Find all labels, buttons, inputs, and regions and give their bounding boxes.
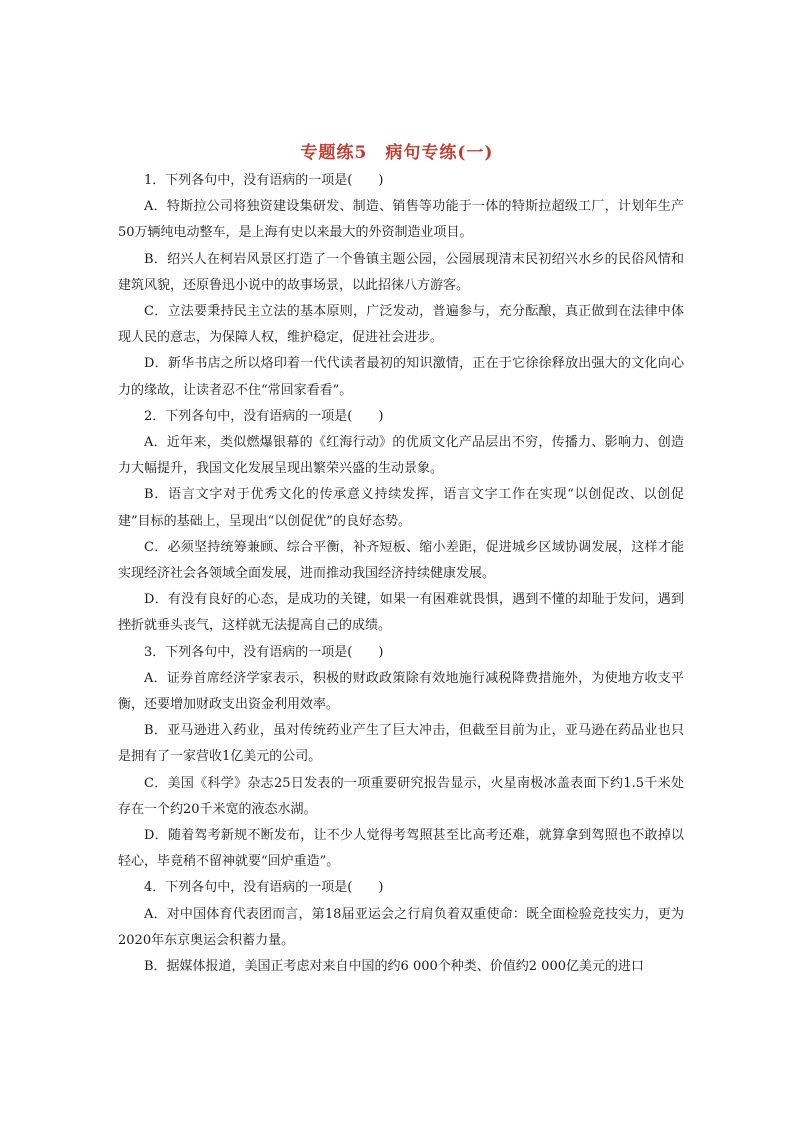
answer-option: A．特斯拉公司将独资建设集研发、制造、销售等功能于一体的特斯拉超级工厂，计划年生产50万辆纯电动整车，是上海有史以来最大的外资制造业项目。	[118, 199, 684, 241]
answer-option: A．近年来，类似燃爆银幕的《红海行动》的优质文化产品层出不穷，传播力、影响力、创造力大幅提升，我国文化发展呈现出繁荣兴盛的生动景象。	[118, 435, 684, 477]
answer-option: B．语言文字对于优秀文化的传承意义持续发挥，语言文字工作在实现“以创促改、以创促建”目标的基础上，呈现出“以创促优”的良好态势。	[118, 487, 684, 529]
question-stem: 3．下列各句中，没有语病的一项是( )	[144, 644, 384, 660]
question-stem: 1．下列各句中，没有语病的一项是( )	[144, 173, 384, 188]
question-stem: 2．下列各句中，没有语病的一项是( )	[144, 408, 384, 424]
answer-option: C．立法要秉持民主立法的基本原则，广泛发动，普遍参与，充分酝酿，真正做到在法律中体现人民的意志，为保障人权，维护稳定，促进社会进步。	[118, 304, 684, 346]
answer-option: B．亚马逊进入药业，虽对传统药业产生了巨大冲击，但截至目前为止，亚马逊在药品业也只是拥有了一家营收1亿美元的公司。	[118, 723, 684, 765]
content-body	[118, 168, 684, 980]
answer-option: B．据媒体报道，美国正考虑对来自中国的约6 000个种类、价值约2 000亿美元的进口	[144, 959, 644, 975]
page-title: 专题练5 病句专练(一)	[300, 143, 494, 163]
answer-option: D．随着驾考新规不断发布，让不少人觉得考驾照甚至比高考还难，就算拿到驾照也不敢掉以轻心，毕竟稍不留神就要“回炉重造”。	[118, 828, 684, 870]
answer-option: A．证券首席经济学家表示，积极的财政政策除有效地施行减税降费措施外，为使地方收支平衡，还要增加财政支出资金利用效率。	[118, 670, 684, 713]
answer-option: D．新华书店之所以烙印着一代代读者最初的知识激情，正在于它徐徐释放出强大的文化向心力的缘故，让读者忍不住“常回家看看”。	[118, 356, 684, 398]
answer-option: C．必须坚持统筹兼顾、综合平衡，补齐短板、缩小差距，促进城乡区域协调发展，这样才能实现经济社会各领域全面发展，进而推动我国经济持续健康发展。	[118, 539, 684, 582]
answer-option: C．美国《科学》杂志25日发表的一项重要研究报告显示，火星南极冰盖表面下约1.5千米处存在一个约20千米宽的液态水湖。	[118, 775, 684, 817]
answer-option: B．绍兴人在柯岩风景区打造了一个鲁镇主题公园，公园展现清末民初绍兴水乡的民俗风情和建筑风貌，还原鲁迅小说中的故事场景，以此招徕八方游客。	[118, 251, 684, 293]
answer-option: A．对中国体育代表团而言，第18届亚运会之行肩负着双重使命：既全面检验竞技实力，更为2020年东京奥运会积蓄力量。	[118, 906, 684, 948]
question-stem: 4．下列各句中，没有语病的一项是( )	[144, 880, 384, 896]
answer-option: D．有没有良好的心态，是成功的关键，如果一有困难就畏惧，遇到不懂的却耻于发问，遇到挫折就垂头丧气，这样就无法提高自己的成绩。	[118, 592, 684, 634]
